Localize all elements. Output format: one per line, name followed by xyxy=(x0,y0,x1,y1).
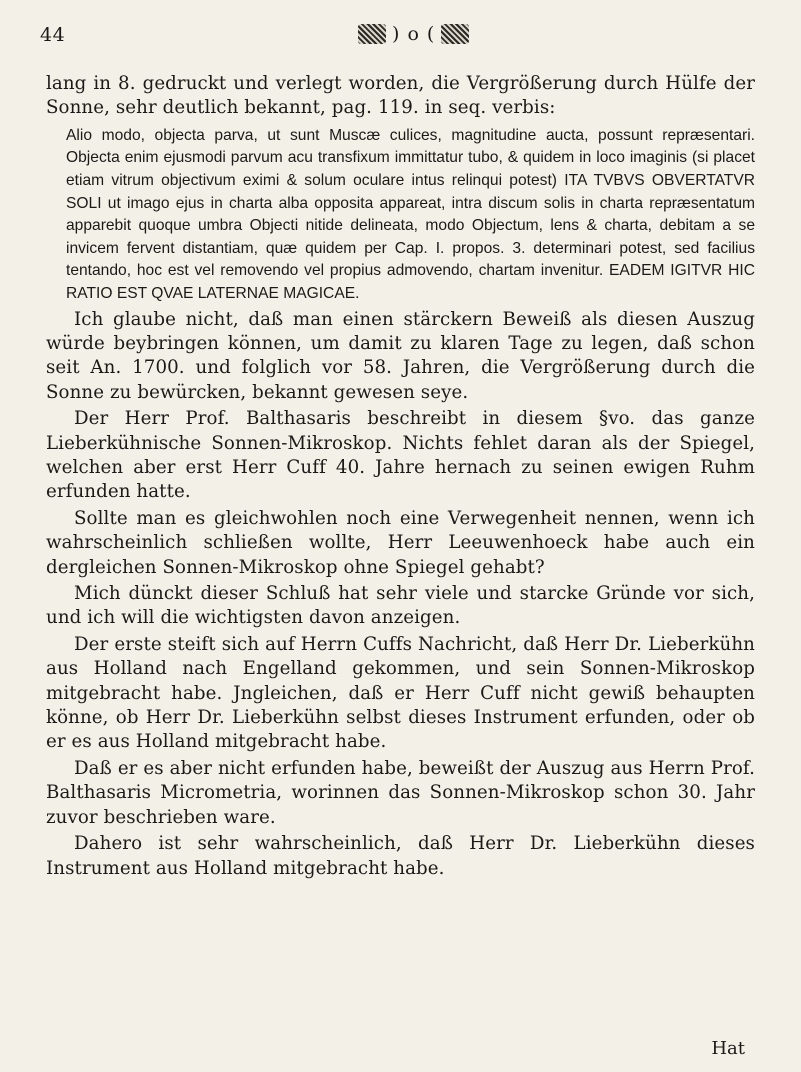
catchword: Hat xyxy=(711,1038,745,1059)
paragraph-7: Dahero ist sehr wahrscheinlich, daß Herr Dr. Lieberkühn dieses Instrument aus Holland mitgebracht habe. xyxy=(46,833,755,879)
paragraph-3: Sollte man es gleichwohlen noch eine Verwegenheit nennen, wenn ich wahrscheinlich schließen wollte, Herr Leeuwenhoeck habe auch ein dergleichen Sonnen-Mikroskop ohne Spiegel gehabt? xyxy=(46,507,755,578)
paragraph-1: Ich glaube nicht, daß man einen stärckern Beweiß als diesen Auszug würde beybringen können, um damit zu klaren Tage zu legen, daß schon seit An. 1700. und folglich vor 58. Jahren, die Vergrößerung durch die Sonne zu bewürcken, bekannt gewesen seye. xyxy=(46,308,755,403)
latin-quotation xyxy=(66,125,755,306)
paragraph-6: Daß er es aber nicht erfunden habe, beweißt der Auszug aus Herrn Prof. Balthasaris Micrometria, worinnen das Sonnen-Mikroskop schon 30. Jahr zuvor beschrieben ware. xyxy=(46,757,755,828)
page-number: 44 xyxy=(40,24,66,46)
ornament-right-icon xyxy=(441,24,469,44)
page-header xyxy=(40,18,755,54)
ornament-left-icon xyxy=(358,24,386,44)
body-text xyxy=(46,72,755,881)
header-ornament xyxy=(358,22,469,45)
paragraph-2: Der Herr Prof. Balthasaris beschreibt in diesem §vo. das ganze Lieberkühnische Sonnen-Mikroskop. Nichts fehlet daran als der Spiegel, welchen aber erst Herr Cuff 40. Jahre hernach zu seinen ewigen Ruhm erfunden hatte. xyxy=(46,408,755,503)
latin-quote-text: Alio modo, objecta parva, ut sunt Muscæ culices, magnitudine aucta, possunt repræsentari. Objecta enim ejusmodi parvum acu transfixum immittatur tubo, & quidem in loco imaginis (si placet etiam vitrum objectivum eximi & solum oculare intus relinqui potest) ITA TVBVS OBVERTATVR SOLI ut imago ejus in charta alba opposita appareat, intra discum solis in charta repræsentatum apparebit quoque umbra Objecti nitide delineata, modo Objectum, lens & charta, debitam a se invicem fervent distantiam, quæ quidem per Cap. I. propos. 3. determinari potest, sed facilius tentando, hoc est vel removendo vel propius admovendo, chartam invenitur. EADEM IGITVR HIC RATIO EST QVAE LATERNAE MAGICAE. xyxy=(66,126,755,302)
paragraph-5: Der erste steift sich auf Herrn Cuffs Nachricht, daß Herr Dr. Lieberkühn aus Holland nach Engelland gekommen, und sein Sonnen-Mikroskop mitgebracht habe. Jngleichen, daß er Herr Cuff nicht gewiß behaupten könne, ob Herr Dr. Lieberkühn selbst dieses Instrument erfunden, oder ob er es aus Holland mitgebracht habe. xyxy=(46,633,755,753)
ornament-center: ) o ( xyxy=(392,23,436,45)
intro-paragraph: lang in 8. gedruckt und verlegt worden, die Vergrößerung durch Hülfe der Sonne, sehr deutlich bekannt, pag. 119. in seq. verbis: xyxy=(46,73,755,119)
paragraph-4: Mich dünckt dieser Schluß hat sehr viele und starcke Gründe vor sich, und ich will die wichtigsten davon anzeigen. xyxy=(46,583,755,629)
